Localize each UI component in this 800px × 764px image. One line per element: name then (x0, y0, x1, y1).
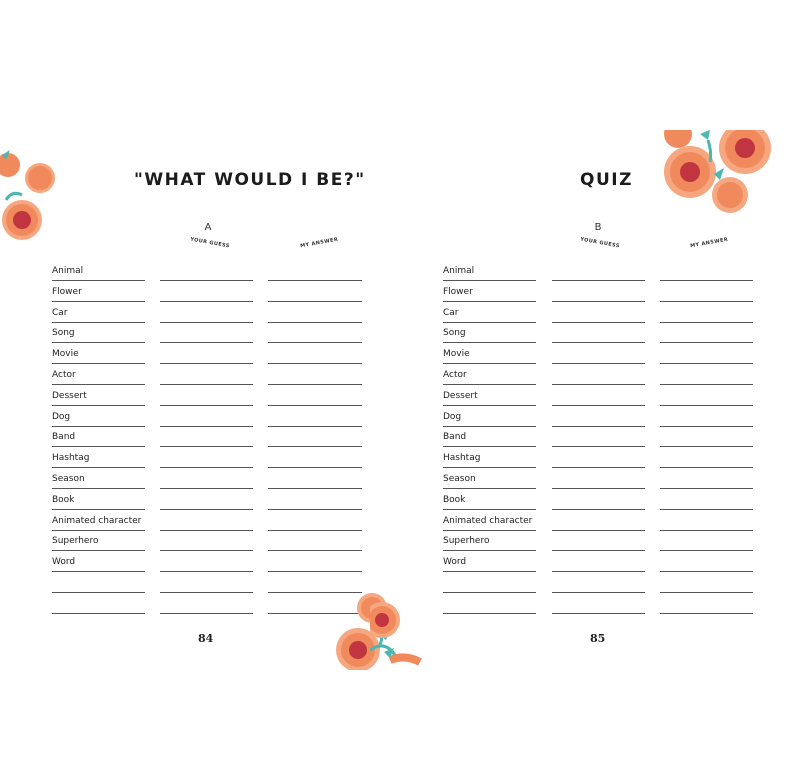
category-label: Actor (52, 369, 76, 380)
category-label: Dessert (52, 390, 87, 401)
category-underline (443, 467, 536, 468)
answer-line[interactable] (660, 613, 753, 614)
category-label: Season (52, 473, 85, 484)
category-label: Book (443, 494, 466, 505)
answer-line[interactable] (660, 488, 753, 489)
answer-line[interactable] (660, 322, 753, 323)
category-underline (52, 530, 145, 531)
category-underline (52, 342, 145, 343)
page-number: 85 (590, 632, 606, 645)
guess-line[interactable] (160, 550, 253, 551)
answer-line[interactable] (268, 488, 362, 489)
category-label: Superhero (443, 536, 490, 547)
guess-line[interactable] (552, 405, 645, 406)
category-underline (443, 301, 536, 302)
guess-line[interactable] (552, 446, 645, 447)
category-label: Season (443, 473, 476, 484)
category-underline (443, 550, 536, 551)
your-guess-label: YOUR GUESS (189, 236, 231, 250)
guess-line[interactable] (552, 363, 645, 364)
category-underline (52, 550, 145, 551)
answer-line[interactable] (660, 550, 753, 551)
answer-line[interactable] (268, 550, 362, 551)
quiz-row (400, 264, 800, 285)
answer-line[interactable] (268, 322, 362, 323)
page-title: "WHAT WOULD I BE?" (134, 170, 366, 190)
answer-line[interactable] (660, 384, 753, 385)
guess-line[interactable] (160, 488, 253, 489)
quiz-row (0, 472, 400, 493)
answer-line[interactable] (660, 342, 753, 343)
category-underline (443, 530, 536, 531)
guess-line[interactable] (552, 384, 645, 385)
guess-line[interactable] (552, 530, 645, 531)
category-label: Movie (443, 349, 470, 360)
category-underline (52, 571, 145, 572)
guess-line[interactable] (160, 363, 253, 364)
guess-line[interactable] (160, 384, 253, 385)
quiz-row (400, 597, 800, 618)
category-underline[interactable] (443, 613, 536, 614)
category-label: Actor (443, 369, 467, 380)
column-letter: A (204, 222, 212, 233)
guess-line[interactable] (160, 322, 253, 323)
quiz-row (400, 514, 800, 535)
category-underline (443, 342, 536, 343)
answer-line[interactable] (268, 342, 362, 343)
answer-line[interactable] (268, 384, 362, 385)
flower-illustration-top-left (0, 145, 62, 259)
answer-line[interactable] (660, 426, 753, 427)
right-page (400, 130, 800, 670)
answer-line[interactable] (268, 426, 362, 427)
category-underline (52, 301, 145, 302)
category-label: Flower (52, 286, 82, 297)
guess-line[interactable] (552, 613, 645, 614)
guess-line[interactable] (160, 592, 253, 593)
quiz-row (400, 430, 800, 451)
quiz-row (0, 347, 400, 368)
category-underline[interactable] (443, 592, 536, 593)
guess-line[interactable] (552, 571, 645, 572)
category-label: Car (52, 307, 68, 318)
quiz-row (0, 555, 400, 576)
guess-line[interactable] (552, 322, 645, 323)
category-label: Word (52, 557, 76, 568)
category-underline (52, 446, 145, 447)
category-label: Animal (443, 266, 475, 276)
answer-line[interactable] (660, 446, 753, 447)
quiz-row (400, 555, 800, 576)
quiz-rows (400, 264, 800, 618)
answer-line[interactable] (268, 571, 362, 572)
category-underline (443, 405, 536, 406)
guess-line[interactable] (160, 613, 253, 614)
quiz-row (400, 576, 800, 597)
page-title: QUIZ (580, 170, 633, 190)
category-underline (52, 467, 145, 468)
category-underline[interactable] (52, 613, 145, 614)
answer-line[interactable] (660, 467, 753, 468)
column-letter: B (594, 222, 602, 233)
category-label: Superhero (52, 536, 99, 547)
answer-line[interactable] (268, 446, 362, 447)
category-label: Animated character (52, 515, 142, 526)
answer-line[interactable] (268, 467, 362, 468)
quiz-row (0, 410, 400, 431)
category-underline (443, 426, 536, 427)
category-label: Animal (52, 266, 84, 276)
answer-line[interactable] (268, 530, 362, 531)
flower-illustration-top-right (650, 130, 775, 219)
category-label: Song (443, 328, 466, 339)
guess-line[interactable] (160, 426, 253, 427)
guess-line[interactable] (552, 550, 645, 551)
quiz-row (0, 451, 400, 472)
quiz-row (400, 493, 800, 514)
category-label: Car (443, 307, 459, 318)
category-underline (52, 384, 145, 385)
category-label: Song (52, 328, 75, 339)
guess-line[interactable] (552, 280, 645, 281)
category-underline (52, 405, 145, 406)
quiz-row (0, 326, 400, 347)
category-label: Book (52, 494, 75, 505)
category-label: Dog (52, 411, 71, 422)
answer-line[interactable] (268, 509, 362, 510)
guess-line[interactable] (160, 342, 253, 343)
answer-line[interactable] (660, 509, 753, 510)
category-underline (443, 509, 536, 510)
guess-line[interactable] (160, 571, 253, 572)
quiz-row (0, 534, 400, 555)
quiz-row (400, 326, 800, 347)
category-underline (443, 384, 536, 385)
category-label: Hashtag (52, 453, 90, 464)
category-underline (443, 446, 536, 447)
category-label: Dessert (443, 390, 478, 401)
quiz-rows (0, 264, 400, 618)
category-underline[interactable] (52, 592, 145, 593)
answer-line[interactable] (660, 405, 753, 406)
answer-line[interactable] (660, 592, 753, 593)
guess-line[interactable] (552, 592, 645, 593)
quiz-row (400, 451, 800, 472)
guess-line[interactable] (552, 467, 645, 468)
guess-line[interactable] (552, 509, 645, 510)
category-label: Hashtag (443, 453, 481, 464)
category-label: Word (443, 557, 467, 568)
quiz-row (400, 389, 800, 410)
guess-line[interactable] (160, 405, 253, 406)
quiz-row (400, 472, 800, 493)
your-guess-label: YOUR GUESS (579, 236, 621, 250)
quiz-row (400, 368, 800, 389)
category-label: Band (52, 432, 76, 443)
quiz-row (0, 264, 400, 285)
book-spread (0, 130, 800, 670)
answer-line[interactable] (268, 301, 362, 302)
answer-line[interactable] (268, 363, 362, 364)
answer-line[interactable] (268, 280, 362, 281)
category-label: Animated character (443, 515, 533, 526)
guess-line[interactable] (160, 509, 253, 510)
guess-line[interactable] (552, 342, 645, 343)
quiz-row (0, 514, 400, 535)
guess-line[interactable] (552, 426, 645, 427)
category-underline (443, 571, 536, 572)
my-answer-label: MY ANSWER (299, 236, 339, 250)
category-underline (52, 488, 145, 489)
category-underline (443, 280, 536, 281)
my-answer-label: MY ANSWER (689, 236, 729, 250)
quiz-row (0, 306, 400, 327)
category-underline (443, 488, 536, 489)
guess-line[interactable] (160, 280, 253, 281)
quiz-row (400, 306, 800, 327)
guess-line[interactable] (160, 467, 253, 468)
quiz-row (400, 347, 800, 368)
category-underline (443, 363, 536, 364)
answer-line[interactable] (660, 571, 753, 572)
answer-line[interactable] (660, 530, 753, 531)
category-label: Band (443, 432, 467, 443)
quiz-row (0, 389, 400, 410)
quiz-row (0, 493, 400, 514)
quiz-row (400, 410, 800, 431)
quiz-row (400, 534, 800, 555)
quiz-row (0, 430, 400, 451)
category-label: Movie (52, 349, 79, 360)
guess-line[interactable] (552, 301, 645, 302)
category-underline (443, 322, 536, 323)
category-underline (52, 363, 145, 364)
guess-line[interactable] (552, 488, 645, 489)
guess-line[interactable] (160, 301, 253, 302)
answer-line[interactable] (268, 405, 362, 406)
answer-line[interactable] (660, 280, 753, 281)
guess-line[interactable] (160, 530, 253, 531)
category-underline (52, 509, 145, 510)
category-underline (52, 322, 145, 323)
category-label: Flower (443, 286, 473, 297)
quiz-row (0, 285, 400, 306)
answer-line[interactable] (660, 301, 753, 302)
quiz-row (400, 285, 800, 306)
category-underline (52, 426, 145, 427)
category-label: Dog (443, 411, 462, 422)
page-number: 84 (198, 632, 214, 645)
answer-line[interactable] (660, 363, 753, 364)
left-page (0, 130, 400, 670)
quiz-row (0, 368, 400, 389)
category-underline (52, 280, 145, 281)
guess-line[interactable] (160, 446, 253, 447)
